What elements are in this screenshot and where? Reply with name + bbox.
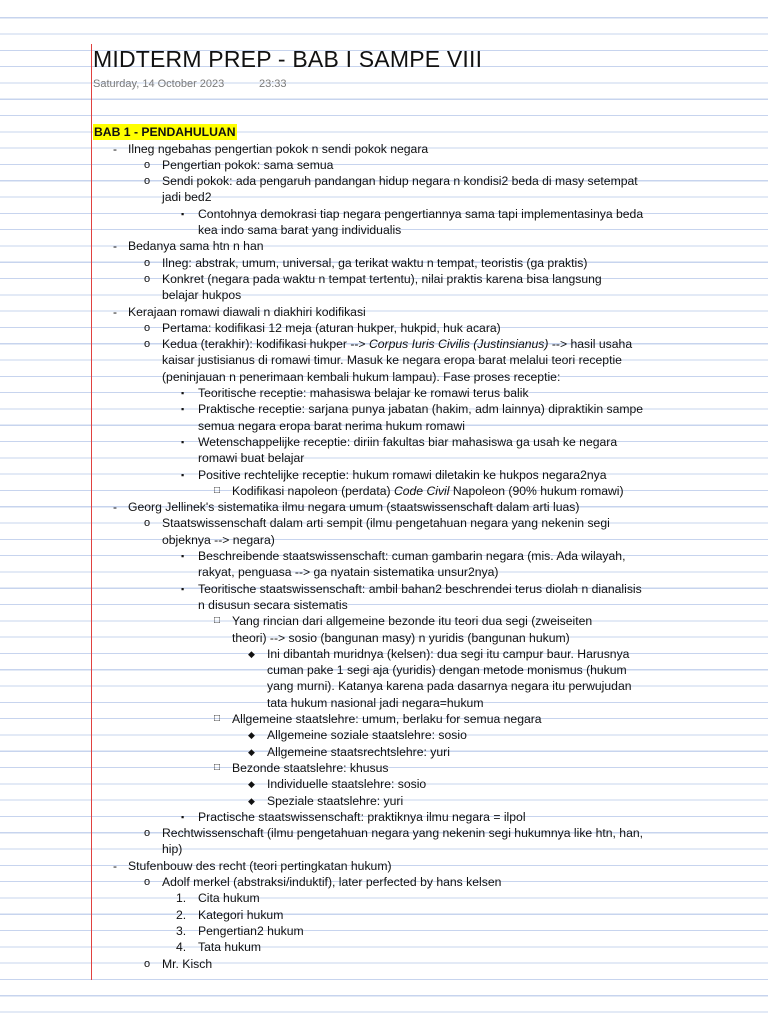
diamond-bullet: ◆ (248, 779, 255, 790)
circle-bullet: o (144, 321, 151, 334)
line-text: Teoritische staatswissenschaft: ambil bahan2 beschrendei terus diolah n dianalisis (198, 581, 642, 596)
line-text: tata hukum nasional jadi negara=hukum (267, 695, 484, 710)
hollow-square-bullet: □ (214, 484, 221, 496)
line-text: Contohnya demokrasi tiap negara pengertiannya sama tapi implementasinya beda (198, 206, 644, 221)
line-text: Bezonde staatslehre: khusus (232, 760, 389, 775)
hollow-square-bullet: □ (214, 761, 221, 773)
note-line (162, 173, 638, 189)
note-line (198, 907, 283, 923)
note-line (198, 401, 643, 417)
line-text: Konkret (negara pada waktu n tempat tertentu), nilai praktis karena bisa langsung (162, 271, 602, 286)
note-line (267, 727, 467, 743)
line-text: Rechtwissenschaft (ilmu pengetahuan negara yang nekenin segi hukumnya like htn, han, (162, 826, 644, 841)
line-text: yang murni). Katanya karena pada dasarnya negara itu perwujudan (267, 679, 632, 694)
note-line (162, 841, 182, 857)
note-line (162, 532, 275, 548)
square-bullet: ▪ (181, 469, 185, 480)
note-line (198, 206, 643, 222)
circle-bullet: o (144, 175, 151, 188)
italic-text: Code Civil (393, 483, 450, 498)
diamond-bullet: ◆ (248, 648, 255, 659)
note-line (162, 271, 602, 287)
line-text: n disusun secara sistematis (198, 597, 348, 612)
circle-bullet: o (144, 158, 151, 171)
page-title: MIDTERM PREP - BAB I SAMPE VIII (93, 46, 483, 72)
line-text: Teoritische receptie: mahasiswa belajar ke romawi terus balik (198, 386, 529, 400)
hollow-square-bullet: □ (214, 615, 221, 627)
note-line (198, 939, 261, 955)
line-text: Kodifikasi napoleon (perdata) (232, 483, 394, 498)
note-line (198, 923, 304, 939)
diamond-bullet: ◆ (248, 795, 255, 806)
line-text: Allgemeine soziale staatslehre: sosio (267, 728, 467, 743)
note-line (267, 662, 627, 678)
square-bullet: ▪ (181, 551, 185, 561)
note-line (198, 548, 625, 564)
note-line (128, 141, 428, 157)
dash-bullet: - (113, 304, 117, 319)
line-text: Stufenbouw des recht (teori pertingkatan hukum) (128, 858, 392, 873)
line-text: Tata hukum (198, 940, 262, 955)
line-text: Mr. Kisch (162, 956, 213, 971)
line-text: Ilneg: abstrak, umum, universal, ga terikat waktu n tempat, teoristis (ga praktis) (162, 255, 588, 270)
diamond-bullet: ◆ (248, 746, 255, 757)
line-text: Kedua (terakhir): kodifikasi hukper --> (162, 337, 366, 352)
note-line (232, 760, 389, 776)
circle-bullet: o (144, 272, 151, 285)
note-line (232, 613, 592, 629)
line-text: rakyat, penguasa --> ga nyatain sistematika unsur2nya) (198, 565, 499, 580)
line-text-end: --> hasil usaha (548, 337, 633, 352)
line-text: Individuelle staatslehre: sosio (267, 777, 427, 792)
note-line (198, 581, 642, 597)
note-line (128, 238, 264, 254)
line-text: Beschreibende staatswissenschaft: cuman gambarin negara (mis. Ada wilayah, (198, 549, 626, 563)
note-line (128, 499, 579, 515)
note-line (198, 418, 465, 434)
note-line (162, 320, 501, 336)
line-text: belajar hukpos (162, 288, 242, 303)
dash-bullet: - (113, 239, 117, 254)
line-text: theori) --> sosio (bangunan masy) n yuridis (bangunan hukum) (232, 630, 570, 645)
square-bullet: ▪ (181, 208, 185, 219)
note-line (198, 809, 526, 825)
line-text: Positive rechtelijke receptie: hukum romawi diletakin ke hukpos negara2nya (198, 467, 607, 482)
page-time: 23:33 (259, 78, 287, 90)
line-text: Kerajaan romawi diawali n diakhiri kodifikasi (128, 304, 366, 319)
square-bullet: ▪ (181, 811, 185, 822)
note-line (198, 222, 401, 238)
hollow-square-bullet: □ (214, 713, 221, 724)
note-line (267, 776, 426, 792)
section-heading: BAB 1 - PENDAHULUAN (94, 125, 236, 139)
note-line (198, 597, 348, 613)
line-text: Kategori hukum (198, 907, 284, 922)
line-text: Practische staatswissenschaft: praktiknya ilmu negara = ilpol (198, 809, 526, 824)
line-text: hip) (162, 842, 183, 857)
diamond-bullet: ◆ (248, 730, 255, 741)
circle-bullet: o (144, 517, 151, 530)
note-line (232, 483, 624, 499)
square-bullet: ▪ (181, 583, 185, 594)
number-bullet: 2. (176, 907, 187, 922)
note-line (267, 793, 403, 809)
note-line (162, 157, 333, 173)
line-text: Sendi pokok: ada pengaruh pandangan hidup negara n kondisi2 beda di masy setempat (162, 174, 638, 189)
line-text: Pengertian2 hukum (198, 923, 304, 938)
circle-bullet: o (144, 957, 151, 970)
line-text: jadi bed2 (162, 190, 212, 205)
line-text: Yang rincian dari allgemeine bezonde itu teori dua segi (zweiseiten (232, 614, 593, 629)
note-line (267, 678, 632, 694)
circle-bullet: o (144, 827, 151, 840)
line-text: Speziale staatslehre: yuri (267, 793, 404, 808)
dash-bullet: - (113, 500, 117, 515)
circle-bullet: o (144, 256, 151, 269)
number-bullet: 3. (176, 923, 187, 938)
note-line (162, 515, 610, 531)
line-text: Ilneg ngebahas pengertian pokok n sendi pokok negara (128, 141, 429, 156)
line-text: cuman pake 1 segi aja (yuridis) dengan metode monismus (hukum (267, 663, 627, 678)
note-line (162, 189, 211, 205)
italic-text: Corpus Iuris Civilis (Justinsianus) (368, 337, 549, 352)
line-text: Praktische receptie: sarjana punya jabatan (hakim, adm lainnya) dipraktikin sampe (198, 402, 644, 417)
note-line (162, 352, 622, 368)
line-text: semua negara eropa barat nerima hukum romawi (198, 418, 465, 433)
line-text: Pertama: kodifikasi 12 meja (aturan hukper, hukpid, huk acara) (162, 320, 501, 335)
note-line (162, 874, 501, 890)
note-line (267, 744, 450, 760)
note-line (162, 956, 212, 972)
line-text: kea indo sama barat yang individualis (198, 223, 402, 237)
note-line (128, 858, 392, 874)
line-text: Georg Jellinek's sistematika ilmu negara umum (staatswissenschaft dalam arti luas) (128, 500, 580, 515)
note-line (198, 434, 617, 450)
note-line (198, 564, 498, 580)
square-bullet: ▪ (181, 436, 185, 447)
note-line (198, 467, 607, 483)
line-text: Allgemeine staatslehre: umum, berlaku for semua negara (232, 712, 542, 726)
line-text: Wetenschappelijke receptie: diriin fakultas biar mahasiswa ga usah ke negara (198, 434, 618, 449)
note-line (162, 255, 587, 271)
line-text: Allgemeine staatsrechtslehre: yuri (267, 744, 450, 759)
line-text: (peninjauan n penerimaan kembali hukum lampau). Fase proses receptie: (162, 369, 561, 384)
note-line (267, 695, 483, 711)
line-text: Bedanya sama htn n han (128, 239, 264, 254)
line-text: Adolf merkel (abstraksi/induktif), later perfected by hans kelsen (162, 875, 502, 889)
page-date: Saturday, 14 October 2023 (93, 78, 225, 90)
square-bullet: ▪ (181, 404, 185, 415)
note-line (267, 646, 629, 662)
note-line (198, 450, 304, 466)
line-text: kaisar justisianus di romawi timur. Masuk ke negara eropa barat melalui teori receptie (162, 353, 622, 368)
note-line (198, 890, 260, 906)
circle-bullet: o (144, 338, 151, 351)
line-text: Cita hukum (198, 891, 260, 906)
line-text: romawi buat belajar (198, 451, 305, 466)
margin-line (91, 44, 92, 980)
note-line (128, 304, 366, 320)
note-line (162, 336, 632, 352)
dash-bullet: - (113, 858, 117, 873)
note-line (162, 825, 643, 841)
number-bullet: 1. (176, 891, 187, 906)
line-text: Ini dibantah muridnya (kelsen): dua segi itu campur baur. Harusnya (267, 646, 630, 661)
line-text: Staatswissenschaft dalam arti sempit (ilmu pengetahuan negara yang nekenin segi (162, 516, 610, 531)
dash-bullet: - (113, 141, 117, 156)
line-text-end: Napoleon (90% hukum romawi) (449, 483, 624, 498)
note-line (232, 630, 570, 646)
circle-bullet: o (144, 876, 151, 888)
number-bullet: 4. (176, 940, 187, 955)
note-line (198, 385, 529, 401)
line-text: objeknya --> negara) (162, 532, 275, 547)
note-line (162, 369, 560, 385)
note-line (232, 711, 542, 727)
page-meta (93, 78, 287, 90)
note-line (162, 287, 241, 303)
line-text: Pengertian pokok: sama semua (162, 157, 334, 172)
square-bullet: ▪ (181, 388, 185, 398)
